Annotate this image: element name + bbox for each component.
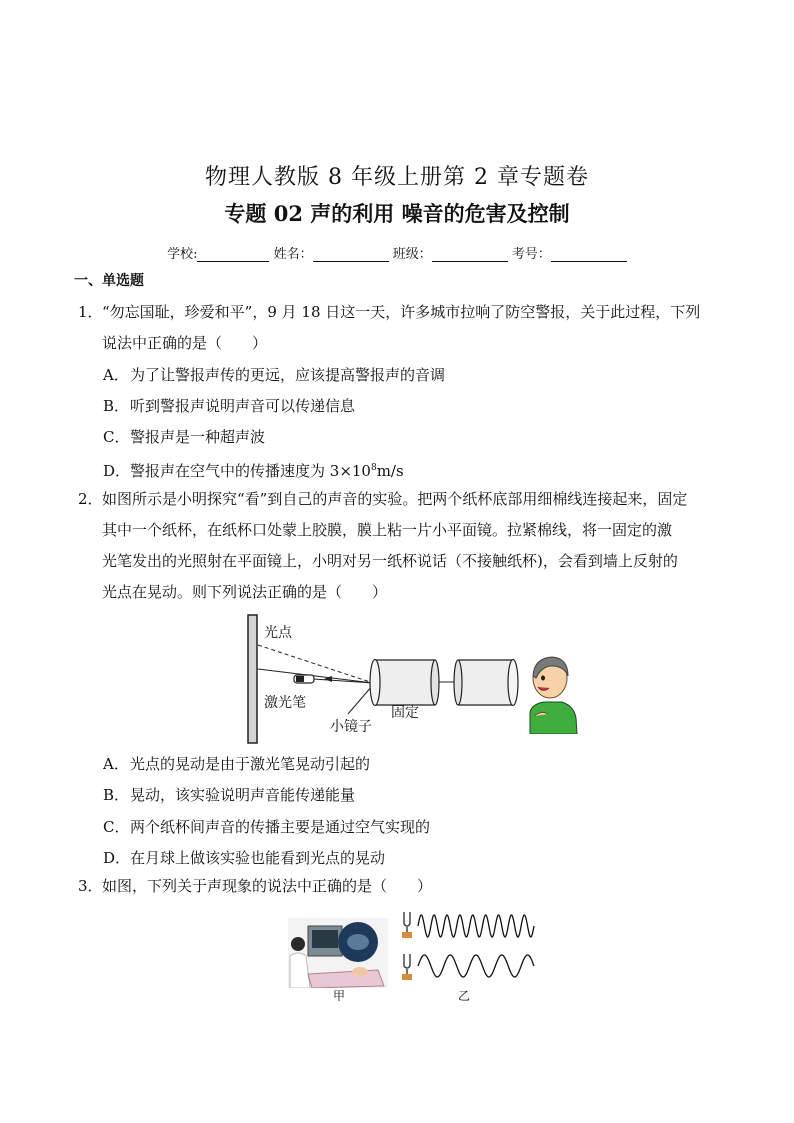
option-a[interactable]: A．光点的晃动是由于激光笔晃动引起的 xyxy=(103,755,371,773)
option-d[interactable]: D．警报声在空气中的传播速度为 $3\times 10^8m/s$ xyxy=(103,462,404,480)
option-c[interactable]: C．两个纸杯间声音的传播主要是通过空气实现的 xyxy=(103,818,431,836)
question-1 xyxy=(78,297,728,359)
laser-pen-label: 激光笔 xyxy=(264,695,306,711)
school-blank[interactable] xyxy=(197,247,269,262)
school-label: 学校: xyxy=(167,247,198,262)
document-title: 物理人教版 8 年级上册第 2 章专题卷 xyxy=(205,165,589,190)
question-text-line: 光点在晃动。则下列说法正确的是（ ） xyxy=(102,583,388,601)
option-c[interactable]: C．警报声是一种超声波 xyxy=(103,428,266,446)
document-subtitle: 专题 02 声的利用 噪音的危害及控制 xyxy=(224,201,570,226)
question-text-line: 如图所示是小明探究“看”到自己的声音的实验。把两个纸杯底部用细棉线连接起来，固定 xyxy=(102,490,688,508)
name-blank[interactable] xyxy=(313,247,389,262)
ultrasound-photo xyxy=(288,918,388,988)
question-text-line: 其中一个纸杯，在纸杯口处蒙上胶膜，膜上粘一片小平面镜。拉紧棉线，将一固定的激 xyxy=(102,521,673,539)
question-3 xyxy=(78,871,728,902)
question-number: 3． xyxy=(78,877,103,895)
question-number: 2． xyxy=(78,490,103,508)
question-number: 1． xyxy=(78,303,103,321)
exam-number-blank[interactable] xyxy=(551,247,627,262)
laser-cup-figure xyxy=(238,610,588,750)
question-text-line: “勿忘国耻，珍爱和平”，9 月 18 日这一天，许多城市拉响了防空警报，关于此过程，下列 xyxy=(102,303,701,321)
option-b[interactable]: B．晃动，该实验说明声音能传递能量 xyxy=(103,786,356,804)
exam-number-label: 考号： xyxy=(511,247,551,262)
figure-label-yi: 乙 xyxy=(458,989,471,1003)
light-spot-label: 光点 xyxy=(264,625,292,641)
figure-label-jia: 甲 xyxy=(333,989,346,1003)
question-text-line: 说法中正确的是（ ） xyxy=(102,334,268,352)
student-info-line xyxy=(0,243,794,262)
question-text-line: 如图，下列关于声现象的说法中正确的是（ ） xyxy=(102,877,433,895)
option-a[interactable]: A．为了让警报声传的更远，应该提高警报声的音调 xyxy=(103,366,446,384)
fixed-label: 固定 xyxy=(391,705,419,721)
class-label: 班级： xyxy=(392,247,432,262)
question-2 xyxy=(78,484,728,608)
name-label: 姓名： xyxy=(273,247,313,262)
option-d[interactable]: D．在月球上做该实验也能看到光点的晃动 xyxy=(103,849,386,867)
class-blank[interactable] xyxy=(432,247,508,262)
mirror-label: 小镜子 xyxy=(330,719,372,735)
option-b[interactable]: B．听到警报声说明声音可以传递信息 xyxy=(103,397,356,415)
question-text-line: 光笔发出的光照射在平面镜上，小明对另一纸杯说话（不接触纸杯)，会看到墙上反射的 xyxy=(102,552,678,570)
boy-illustration xyxy=(522,654,582,734)
tuning-fork-waveforms xyxy=(398,908,538,988)
section-title: 一、单选题 xyxy=(74,273,144,289)
